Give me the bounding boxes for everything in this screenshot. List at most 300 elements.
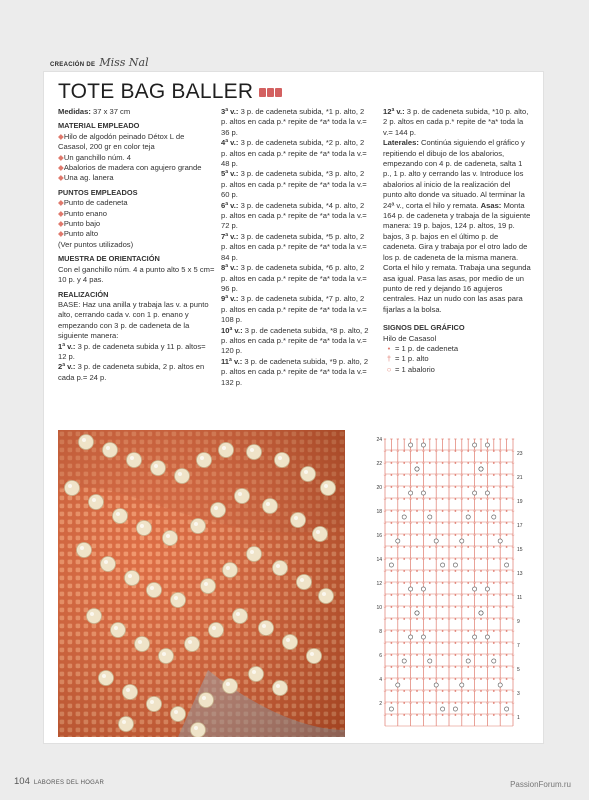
chain-stitch — [416, 450, 418, 452]
chart-bead — [409, 587, 413, 591]
chart-bead — [466, 515, 470, 519]
chain-stitch — [442, 474, 444, 476]
chain-stitch — [391, 594, 393, 596]
chain-stitch — [493, 666, 495, 668]
bead — [137, 521, 152, 536]
chain-stitch — [467, 582, 469, 584]
chain-stitch — [391, 522, 393, 524]
bead — [249, 667, 264, 682]
bead-highlight — [252, 670, 256, 674]
material-item: ◆Una ag. lanera — [58, 173, 114, 183]
chain-stitch — [416, 534, 418, 536]
bead — [199, 693, 214, 708]
chain-stitch — [480, 582, 482, 584]
chart-row-label-left: 20 — [376, 485, 382, 491]
chain-stitch — [493, 594, 495, 596]
chain-stitch — [429, 678, 431, 680]
chart-bead — [479, 467, 483, 471]
chain-stitch — [416, 630, 418, 632]
bead — [77, 543, 92, 558]
bead-highlight — [150, 700, 154, 704]
chain-stitch — [493, 462, 495, 464]
chain-stitch — [442, 690, 444, 692]
chain-stitch — [403, 570, 405, 572]
chain-stitch — [493, 678, 495, 680]
chain-stitch — [480, 462, 482, 464]
chart-bead — [498, 683, 502, 687]
chain-stitch — [455, 630, 457, 632]
chain-stitch — [416, 678, 418, 680]
stitches-note: (Ver puntos utilizados) — [58, 239, 134, 249]
chain-stitch — [391, 678, 393, 680]
chain-stitch — [403, 450, 405, 452]
chain-stitch — [429, 486, 431, 488]
chain-stitch — [442, 450, 444, 452]
chain-stitch — [416, 522, 418, 524]
bead-highlight — [266, 502, 270, 506]
chart-row-label-right: 23 — [517, 451, 523, 457]
chain-stitch — [506, 522, 508, 524]
bead — [135, 637, 150, 652]
round-8: 8ª v.: 3 p. de cadeneta subida, *6 p. alto, 2 p. altos en cada p.* repite de *a* toda la v.= 96 p. — [221, 263, 367, 293]
chain-stitch — [467, 594, 469, 596]
chain-stitch — [403, 606, 405, 608]
chart-bead — [389, 563, 393, 567]
chain-stitch — [442, 522, 444, 524]
chain-stitch — [429, 582, 431, 584]
chain-stitch — [467, 474, 469, 476]
chart-bead — [434, 683, 438, 687]
bead-highlight — [138, 640, 142, 644]
chain-stitch — [480, 498, 482, 500]
chain-stitch — [391, 642, 393, 644]
chain-stitch — [455, 570, 457, 572]
chain-stitch — [493, 630, 495, 632]
chain-stitch — [455, 618, 457, 620]
round-5: 5ª v.: 3 p. de cadeneta subida, *3 p. alto, 2 p. altos en cada p.* repite de *a* toda la v.= 60 p. — [221, 169, 367, 200]
chain-stitch — [391, 546, 393, 548]
chain-stitch — [506, 462, 508, 464]
chart-bead — [453, 707, 457, 711]
chart-bead — [409, 443, 413, 447]
bead-highlight — [214, 506, 218, 510]
chain-stitch — [429, 594, 431, 596]
chart-bead — [421, 635, 425, 639]
chart-bead — [473, 491, 477, 495]
chain-stitch — [493, 618, 495, 620]
chain-stitch — [416, 642, 418, 644]
bead-highlight — [162, 652, 166, 656]
stitch-item: ◆Punto de cadeneta — [58, 198, 128, 208]
bead-highlight — [300, 578, 304, 582]
chain-stitch — [442, 642, 444, 644]
chain-stitch — [403, 630, 405, 632]
bead — [125, 571, 140, 586]
chain-stitch — [480, 486, 482, 488]
chart-row-label-right: 15 — [517, 547, 523, 553]
chain-stitch — [480, 594, 482, 596]
stitches-heading: PUNTOS EMPLEADOS — [58, 187, 138, 197]
chart-row-label-left: 16 — [376, 533, 382, 539]
chain-stitch — [480, 522, 482, 524]
chart-row-label-right: 3 — [517, 691, 520, 697]
round-9: 9ª v.: 3 p. de cadeneta subida, *7 p. alto, 2 p. altos en cada p.* repite de *a* toda la v.= 108 p. — [221, 294, 367, 325]
chain-stitch — [429, 642, 431, 644]
bead — [151, 461, 166, 476]
chart-bead — [428, 659, 432, 663]
chain-stitch — [416, 690, 418, 692]
double-crochet-icon: † — [386, 354, 392, 364]
chain-stitch — [429, 546, 431, 548]
bead-highlight — [276, 684, 280, 688]
chain-stitch — [455, 486, 457, 488]
bead — [263, 499, 278, 514]
chain-stitch — [480, 678, 482, 680]
chart-bead — [473, 635, 477, 639]
chart-row-label-left: 24 — [376, 437, 382, 443]
chain-stitch — [480, 630, 482, 632]
chain-stitch — [467, 450, 469, 452]
bead — [147, 583, 162, 598]
chain-stitch — [403, 462, 405, 464]
chain-stitch — [506, 486, 508, 488]
chain-stitch — [403, 486, 405, 488]
bead — [123, 685, 138, 700]
chart-row-label-right: 19 — [517, 499, 523, 505]
chain-stitch — [467, 558, 469, 560]
chain-stitch — [429, 570, 431, 572]
chart-bead — [498, 539, 502, 543]
bead — [247, 547, 262, 562]
chain-stitch — [391, 606, 393, 608]
round-10: 10ª v.: 3 p. de cadeneta subida, *8 p. alto, 2 p. altos en cada p.* repite de *a* toda la v.= 120 p. — [221, 325, 369, 356]
bead-highlight — [188, 640, 192, 644]
chain-stitch — [403, 690, 405, 692]
chain-stitch — [506, 666, 508, 668]
chain-stitch — [403, 594, 405, 596]
chart-bead — [441, 563, 445, 567]
chain-stitch — [493, 702, 495, 704]
bead — [297, 575, 312, 590]
materials-heading: MATERIAL EMPLEADO — [58, 121, 140, 131]
chain-stitch — [429, 498, 431, 500]
bead-highlight — [166, 534, 170, 538]
chart-bead — [473, 443, 477, 447]
bead-highlight — [226, 566, 230, 570]
chart-row-label-left: 10 — [376, 605, 382, 611]
round-1: 1ª v.: 3 p. de cadeneta subida y 11 p. altos= 12 p. — [58, 341, 206, 361]
legend-item: ○ = 1 abalorio — [383, 365, 531, 375]
chain-stitch — [506, 498, 508, 500]
chain-stitch — [391, 558, 393, 560]
legend-item: • = 1 p. de cadeneta — [383, 344, 531, 354]
chain-stitch — [442, 558, 444, 560]
bead — [247, 445, 262, 460]
chain-stitch — [493, 690, 495, 692]
title-text: TOTE BAG BALLER — [58, 80, 254, 103]
bead — [163, 531, 178, 546]
bead-highlight — [104, 560, 108, 564]
chart-bead — [485, 491, 489, 495]
chain-stitch — [391, 582, 393, 584]
chain-stitch — [391, 462, 393, 464]
bead — [113, 509, 128, 524]
chain-stitch — [467, 498, 469, 500]
chain-stitch — [442, 546, 444, 548]
chain-stitch — [391, 690, 393, 692]
chain-stitch — [455, 594, 457, 596]
bead — [197, 453, 212, 468]
round-6: 6ª v.: 3 p. de cadeneta subida, *4 p. alto, 2 p. altos en cada p.* repite de *a* toda la v.= 72 p. — [221, 200, 367, 231]
chain-stitch — [506, 570, 508, 572]
round-4: 4ª v.: 3 p. de cadeneta subida, *2 p. alto, 2 p. altos en cada p.* repite de *a* toda la v.= 48 p. — [221, 138, 367, 169]
header-prefix: CREACIÓN DE — [50, 62, 96, 68]
chain-stitch — [429, 462, 431, 464]
bead-highlight — [82, 438, 86, 442]
chart-row-label-right: 9 — [517, 619, 520, 625]
bead-highlight — [116, 512, 120, 516]
chain-stitch — [442, 714, 444, 716]
chain-stitch — [416, 666, 418, 668]
chain-stitch — [416, 702, 418, 704]
chart-row-label-right: 5 — [517, 667, 520, 673]
bead-highlight — [194, 522, 198, 526]
chain-stitch — [391, 498, 393, 500]
chart-bead — [460, 683, 464, 687]
bead — [171, 593, 186, 608]
chain-stitch — [391, 702, 393, 704]
chain-stitch — [493, 570, 495, 572]
bead-highlight — [80, 546, 84, 550]
chain-stitch — [391, 618, 393, 620]
bead — [201, 579, 216, 594]
bead-highlight — [200, 456, 204, 460]
chain-stitch — [493, 558, 495, 560]
stitch-item: ◆Punto enano — [58, 208, 107, 218]
bead — [291, 513, 306, 528]
chart-row-label-left: 2 — [379, 701, 382, 707]
chain-stitch — [416, 606, 418, 608]
round-2: 2ª v.: 3 p. de cadeneta subida, 2 p. altos en cada p.= 24 p. — [58, 362, 205, 382]
stitch-item: ◆Punto alto — [58, 229, 99, 239]
chain-stitch — [480, 666, 482, 668]
bead-highlight — [202, 696, 206, 700]
bead-highlight — [212, 626, 216, 630]
chain-stitch — [506, 546, 508, 548]
chain-stitch — [455, 522, 457, 524]
bead-highlight — [278, 456, 282, 460]
chain-stitch — [467, 666, 469, 668]
chain-stitch — [429, 630, 431, 632]
chain-stitch — [442, 486, 444, 488]
bead-highlight — [324, 484, 328, 488]
chart-bead — [479, 611, 483, 615]
chart-bead — [466, 659, 470, 663]
bead — [233, 609, 248, 624]
realization-heading: REALIZACIÓN — [58, 289, 109, 299]
chart-bead — [473, 587, 477, 591]
bead — [103, 443, 118, 458]
bead — [87, 609, 102, 624]
chain-stitch — [455, 642, 457, 644]
chart-bead — [485, 587, 489, 591]
chain-stitch — [480, 642, 482, 644]
chart-bead — [441, 707, 445, 711]
chart-bead — [434, 539, 438, 543]
chain-stitch — [429, 702, 431, 704]
chart-bead — [428, 515, 432, 519]
chain-stitch — [467, 714, 469, 716]
bead-highlight — [102, 674, 106, 678]
chain-stitch — [429, 510, 431, 512]
bead-highlight — [276, 564, 280, 568]
bead-highlight — [122, 720, 126, 724]
chain-stitch — [493, 522, 495, 524]
column-2 — [221, 107, 371, 388]
bead-highlight — [250, 448, 254, 452]
chain-stitch — [480, 654, 482, 656]
material-item: ◆Un ganchillo núm. 4 — [58, 152, 131, 162]
gauge-text: Con el ganchillo núm. 4 a punto alto 5 x 5 cm= 10 p. y 4 pas. — [58, 264, 215, 285]
bead-highlight — [178, 472, 182, 476]
page-footer — [14, 776, 104, 787]
chain-stitch — [467, 486, 469, 488]
chain-stitch — [467, 606, 469, 608]
bead — [171, 707, 186, 722]
chain-stitch — [467, 534, 469, 536]
chart-bead — [421, 491, 425, 495]
chart-row-label-left: 18 — [376, 509, 382, 515]
chain-stitch — [403, 498, 405, 500]
legend-item: † = 1 p. alto — [383, 354, 531, 364]
bead-highlight — [304, 470, 308, 474]
chain-stitch — [455, 702, 457, 704]
chain-stitch — [506, 606, 508, 608]
chain-stitch — [455, 498, 457, 500]
round-12: 12ª v.: 3 p. de cadeneta subida, *10 p. alto, 2 p. altos en cada p.* repite de *a* toda la v.= 144 p. — [383, 107, 529, 137]
chain-stitch — [506, 642, 508, 644]
chain-stitch — [455, 546, 457, 548]
bead-highlight — [128, 574, 132, 578]
chain-stitch — [493, 714, 495, 716]
bead-highlight — [114, 626, 118, 630]
bead-highlight — [126, 688, 130, 692]
chain-stitch — [506, 594, 508, 596]
chain-stitch — [391, 474, 393, 476]
chain-stitch — [467, 678, 469, 680]
chart-bead — [409, 635, 413, 639]
chain-stitch — [467, 462, 469, 464]
page-header — [50, 56, 149, 69]
chart-row-label-left: 6 — [379, 653, 382, 659]
chain-stitch — [506, 510, 508, 512]
chain-stitch — [442, 702, 444, 704]
material-item: ◆Hilo de algodón peinado Détox L de Casasol, 200 gr en color teja — [58, 131, 185, 152]
chain-stitch — [506, 702, 508, 704]
bead — [223, 679, 238, 694]
chain-stitch — [403, 666, 405, 668]
chain-stitch — [455, 510, 457, 512]
chart-row-label-left: 4 — [379, 677, 382, 683]
bead-highlight — [286, 638, 290, 642]
bead-highlight — [294, 516, 298, 520]
bead — [119, 717, 134, 732]
chain-stitch — [506, 654, 508, 656]
chain-stitch — [506, 582, 508, 584]
chain-stitch — [403, 702, 405, 704]
bead-highlight — [250, 550, 254, 554]
chart-bead — [421, 587, 425, 591]
column-3 — [383, 107, 531, 375]
chain-stitch — [480, 558, 482, 560]
chart-row-label-right: 13 — [517, 571, 523, 577]
chain-stitch — [429, 654, 431, 656]
chart-row-label-right: 17 — [517, 523, 523, 529]
chain-stitch — [506, 714, 508, 716]
chain-stitch — [442, 498, 444, 500]
chain-stitch — [391, 450, 393, 452]
bead-highlight — [130, 456, 134, 460]
chart-row-label-right: 7 — [517, 643, 520, 649]
bead — [127, 453, 142, 468]
watermark: PassionForum.ru — [510, 780, 571, 789]
chain-stitch — [429, 534, 431, 536]
chain-stitch — [442, 606, 444, 608]
bead — [175, 469, 190, 484]
chain-stitch — [455, 462, 457, 464]
chain-stitch — [467, 618, 469, 620]
chain-stitch — [493, 450, 495, 452]
chain-stitch — [416, 594, 418, 596]
page-number: 104 — [14, 776, 30, 787]
chain-stitch — [480, 450, 482, 452]
chain-stitch — [480, 606, 482, 608]
difficulty-icon — [259, 88, 282, 97]
bead — [191, 723, 206, 738]
chain-stitch — [493, 486, 495, 488]
chain-stitch — [506, 690, 508, 692]
chain-stitch — [493, 474, 495, 476]
chain-stitch — [506, 618, 508, 620]
bead — [89, 495, 104, 510]
chart-bead — [460, 539, 464, 543]
bead — [99, 671, 114, 686]
chain-stitch — [416, 486, 418, 488]
chart-row-label-left: 22 — [376, 461, 382, 467]
magazine-name: LABORES DEL HOGAR — [33, 780, 105, 786]
bead — [313, 527, 328, 542]
round-11: 11ª v.: 3 p. de cadeneta subida, *9 p. alto, 2 p. altos en cada p.* repite de *a* toda la v.= 132 p. — [221, 356, 369, 387]
chain-stitch — [403, 642, 405, 644]
bead — [235, 489, 250, 504]
crochet-chart — [371, 432, 531, 735]
chain-stitch — [429, 666, 431, 668]
chart-row-label-right: 11 — [517, 595, 523, 601]
bead-highlight — [106, 446, 110, 450]
chain-stitch — [442, 462, 444, 464]
chain-stitch — [467, 510, 469, 512]
bead — [101, 557, 116, 572]
chart-row-label-left: 12 — [376, 581, 382, 587]
chain-stitch — [391, 570, 393, 572]
chain-stitch — [493, 498, 495, 500]
bead — [273, 681, 288, 696]
chain-stitch — [442, 678, 444, 680]
bead — [219, 443, 234, 458]
chain-stitch — [480, 702, 482, 704]
bead — [307, 649, 322, 664]
bead-highlight — [194, 726, 198, 730]
